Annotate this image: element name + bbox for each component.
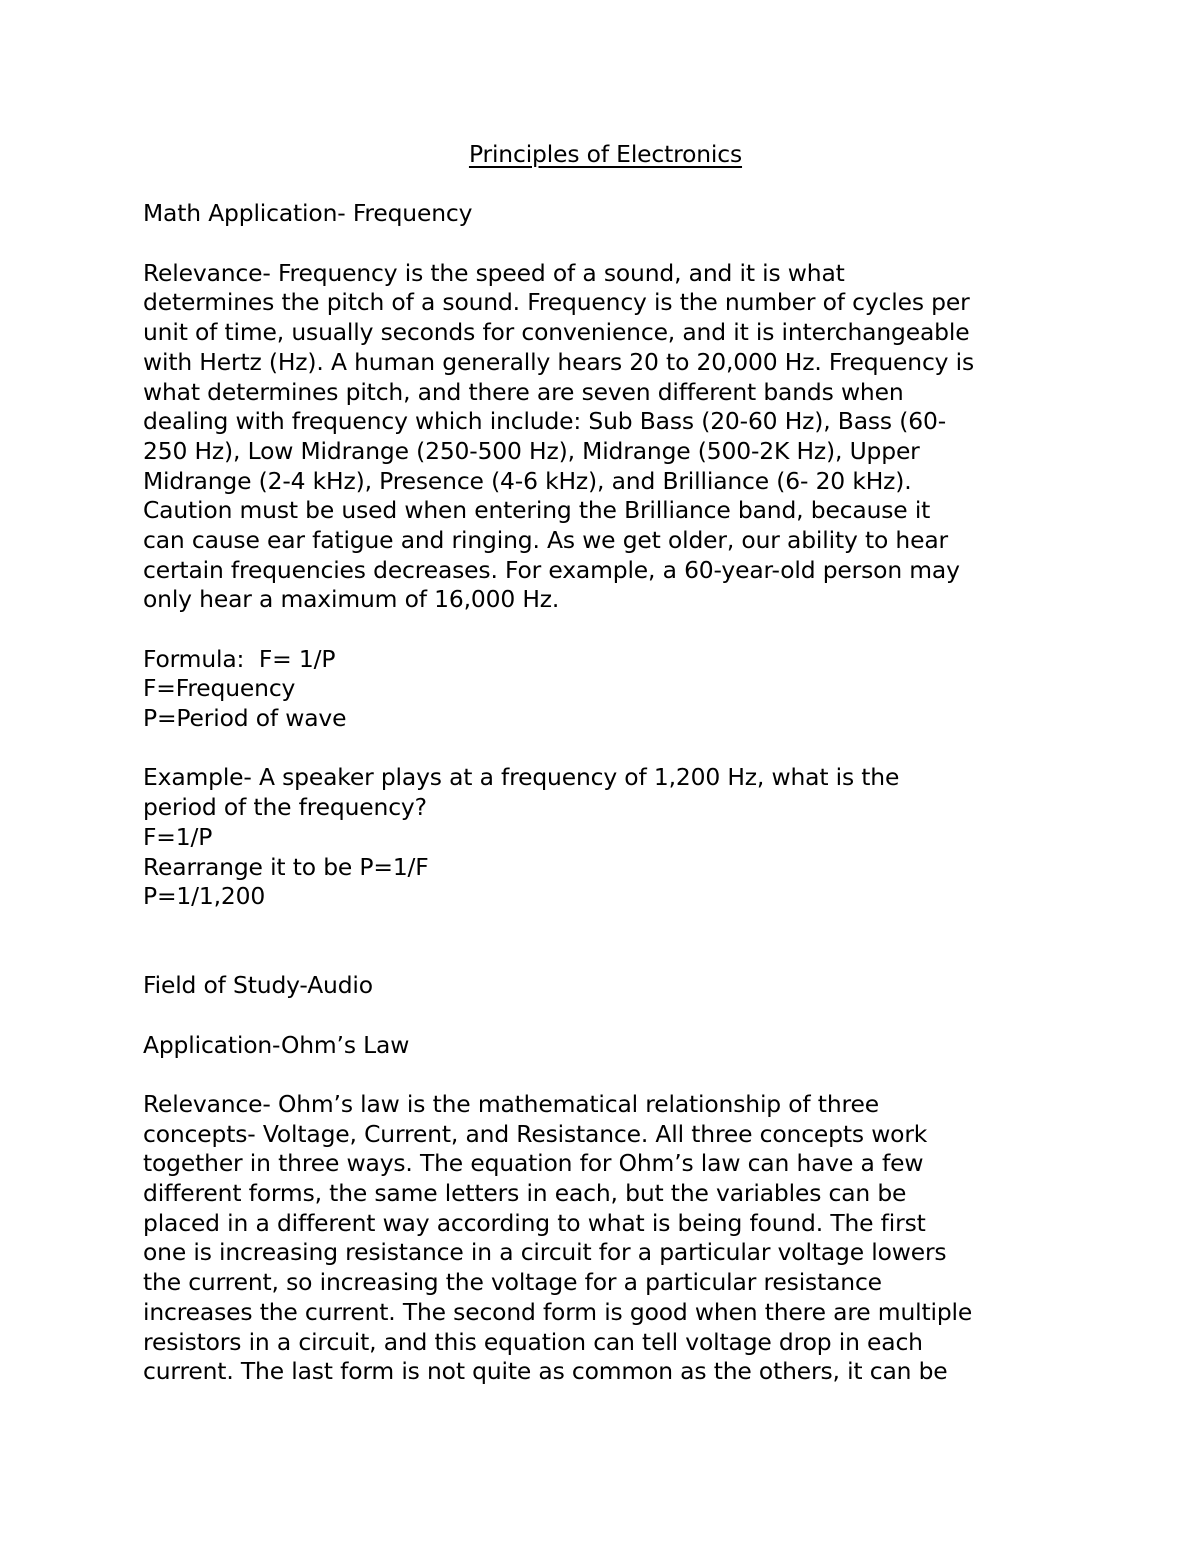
paragraph-line: with Hertz (Hz). A human generally hears 20 to 20,000 Hz. Frequency is	[143, 347, 975, 376]
spacer	[143, 912, 1068, 971]
formula-line: P=Period of wave	[143, 704, 347, 733]
spacer	[143, 734, 1068, 764]
paragraph-line: certain frequencies decreases. For example, a 60-year-old person may	[143, 555, 960, 584]
paragraph-line: Relevance- Frequency is the speed of a sound, and it is what	[143, 258, 845, 287]
paragraph-line: current. The last form is not quite as common as the others, it can be	[143, 1357, 948, 1386]
paragraph-line: placed in a different way according to what is being found. The first	[143, 1208, 926, 1237]
example-line: Rearrange it to be P=1/F	[143, 852, 429, 881]
document-body	[143, 140, 1068, 1387]
paragraph-line: only hear a maximum of 16,000 Hz.	[143, 585, 560, 614]
spacer	[143, 170, 1068, 200]
paragraph-line: Caution must be used when entering the Brilliance band, because it	[143, 496, 931, 525]
example-line: period of the frequency?	[143, 793, 427, 822]
paragraph-line: the current, so increasing the voltage for a particular resistance	[143, 1268, 882, 1297]
frequency-relevance-paragraph	[143, 259, 1068, 615]
formula-block	[143, 645, 1068, 734]
paragraph-line: Relevance- Ohm’s law is the mathematical relationship of three	[143, 1090, 879, 1119]
example-line: F=1/P	[143, 822, 213, 851]
paragraph-line: can cause ear fatigue and ringing. As we get older, our ability to hear	[143, 525, 948, 554]
application-heading: Application-Ohm’s Law	[143, 1030, 410, 1059]
paragraph-line: concepts- Voltage, Current, and Resistance. All three concepts work	[143, 1119, 928, 1148]
ohms-law-relevance-paragraph	[143, 1090, 1068, 1387]
formula-line: F=Frequency	[143, 674, 296, 703]
paragraph-line: one is increasing resistance in a circuit for a particular voltage lowers	[143, 1238, 947, 1267]
paragraph-line: unit of time, usually seconds for convenience, and it is interchangeable	[143, 318, 970, 347]
spacer	[143, 1001, 1068, 1031]
field-of-study: Field of Study-Audio	[143, 971, 373, 1000]
section-heading: Math Application- Frequency	[143, 199, 473, 228]
paragraph-line: what determines pitch, and there are seven different bands when	[143, 377, 904, 406]
example-line: P=1/1,200	[143, 882, 266, 911]
paragraph-line: increases the current. The second form is good when there are multiple	[143, 1297, 973, 1326]
spacer	[143, 1060, 1068, 1090]
example-block	[143, 763, 1068, 911]
paragraph-line: dealing with frequency which include: Sub Bass (20-60 Hz), Bass (60-	[143, 407, 946, 436]
paragraph-line: determines the pitch of a sound. Frequency is the number of cycles per	[143, 288, 970, 317]
example-line: Example- A speaker plays at a frequency of 1,200 Hz, what is the	[143, 763, 900, 792]
spacer	[143, 229, 1068, 259]
document-title: Principles of Electronics	[468, 140, 743, 168]
paragraph-line: 250 Hz), Low Midrange (250-500 Hz), Midrange (500-2K Hz), Upper	[143, 436, 920, 465]
paragraph-line: resistors in a circuit, and this equation can tell voltage drop in each	[143, 1327, 923, 1356]
formula-line: Formula: F= 1/P	[143, 644, 336, 673]
paragraph-line: together in three ways. The equation for Ohm’s law can have a few	[143, 1149, 924, 1178]
spacer	[143, 615, 1068, 645]
paragraph-line: Midrange (2-4 kHz), Presence (4-6 kHz), and Brilliance (6- 20 kHz).	[143, 466, 912, 495]
paragraph-line: different forms, the same letters in each, but the variables can be	[143, 1179, 907, 1208]
